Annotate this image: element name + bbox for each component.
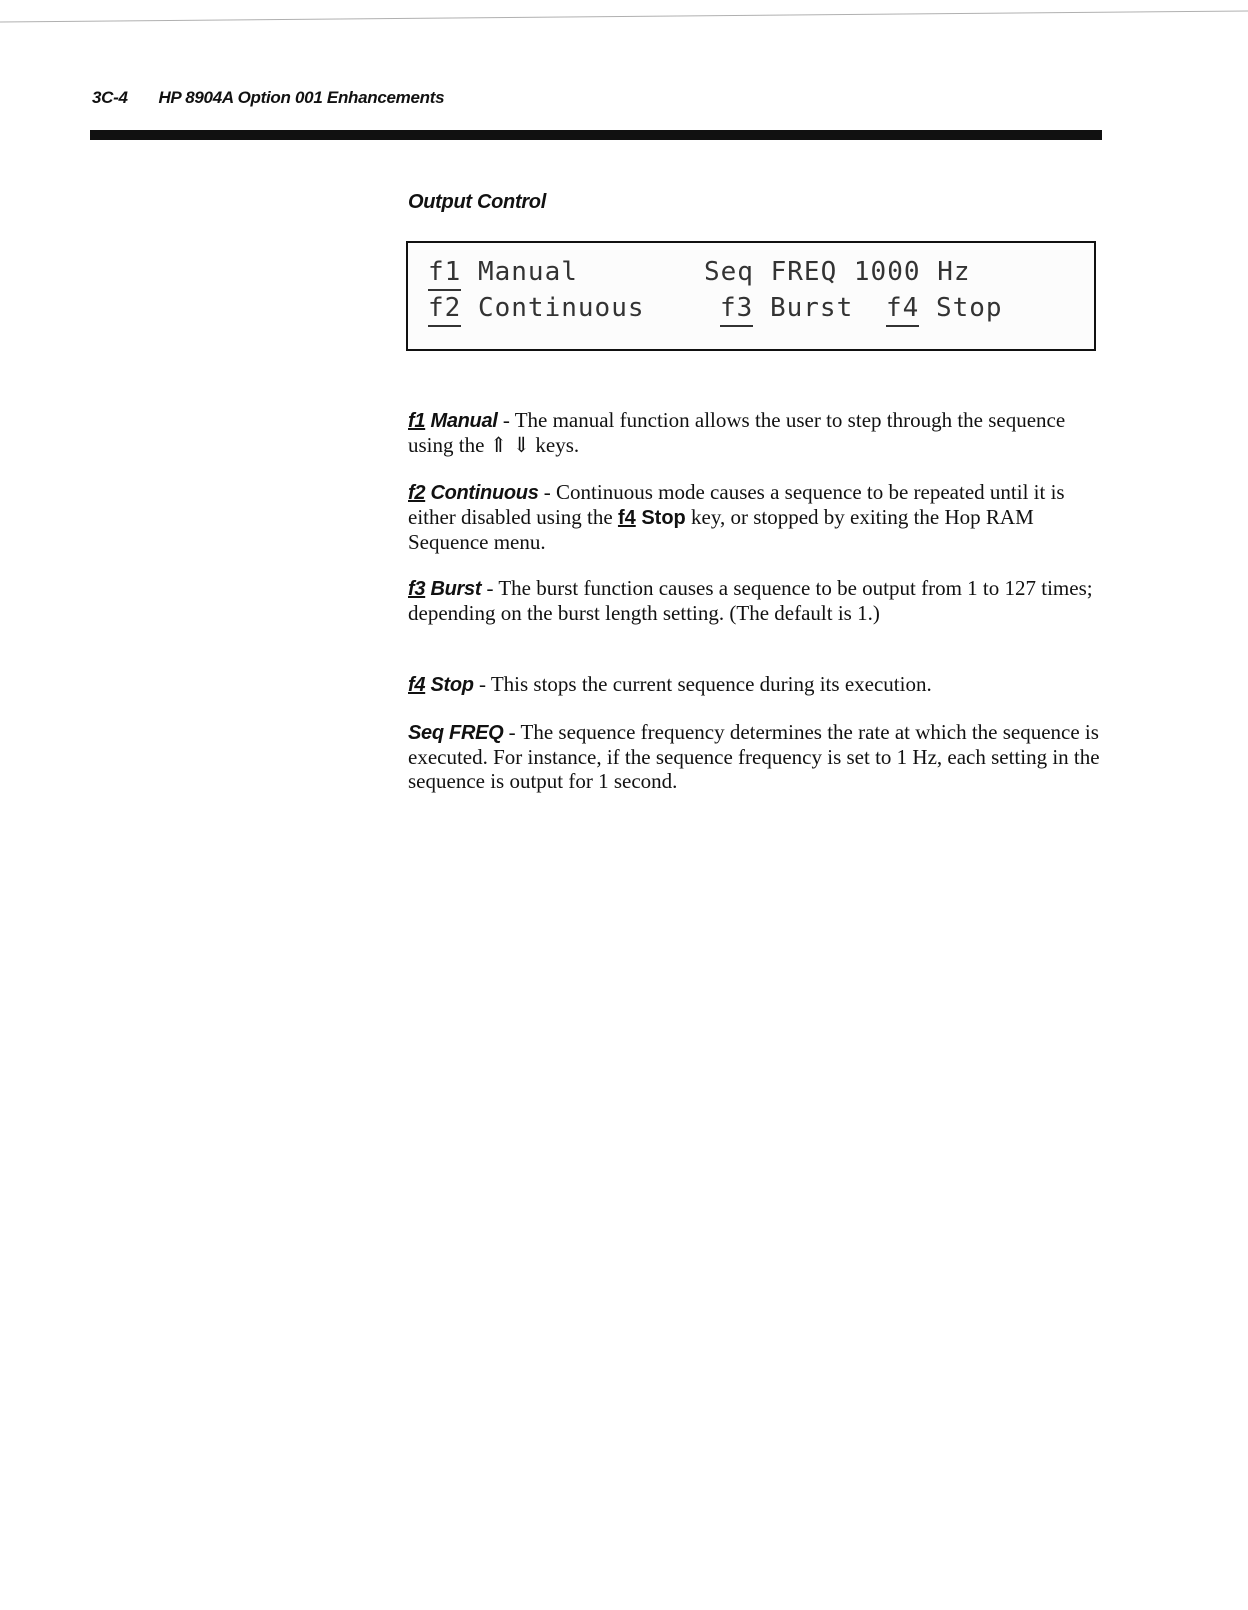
stop-sep: - [473,672,491,696]
burst-term-key: f3 [408,578,426,600]
stop-ref-label: Stop [641,507,686,529]
display-line-1-left [428,257,578,287]
f1-softkey-label: f1 [428,257,461,291]
burst-term [408,578,481,600]
up-down-arrows-icon: ⇑ ⇓ [489,433,531,457]
stop-text: This stops the current sequence during its execution. [490,672,932,696]
stop-ref-key: f4 [617,507,636,529]
f4-softkey-label: f4 [886,293,919,327]
stop-label: Stop [935,293,1003,323]
f3-softkey-label: f3 [720,293,753,327]
seq-freq-term: Seq FREQ [408,722,504,744]
seq-freq-paragraph [408,720,1108,793]
manual-text: The manual function allows the user to step through the sequence using the [408,408,1066,457]
display-line-1-right [704,257,971,287]
stop-term-label: Stop [430,674,474,696]
manual-term [408,410,498,432]
scan-edge-line [0,10,1248,24]
freq-value: 1000 [853,257,921,287]
burst-term-label: Burst [430,578,482,600]
seq-freq-sep: - [503,720,521,744]
continuous-term [408,482,539,504]
manual-label: Manual [477,257,578,287]
burst-sep: - [481,576,499,600]
stop-term-key: f4 [408,674,426,696]
manual-term-key: f1 [408,410,426,432]
manual-term-label: Manual [430,410,498,432]
f2-softkey-label: f2 [428,293,461,327]
display-line-2-mid [720,293,853,323]
continuous-text-end: key, or stopped by exiting the Hop RAM Sequence menu. [408,505,1034,554]
display-line-2-right [886,293,1003,323]
page-number: 3C-4 [92,88,128,107]
stop-paragraph [408,672,1108,697]
manual-paragraph [408,408,1108,457]
instrument-display [406,241,1096,351]
header-title: HP 8904A Option 001 Enhancements [158,88,445,107]
continuous-text: Continuous mode causes a sequence to be repeated until it is either disabled using the [408,480,1065,529]
burst-text: The burst function causes a sequence to be output from 1 to 127 times; depending on the burst length setting. (The default is 1.) [408,576,1093,625]
freq-unit: Hz [937,257,971,287]
seq-label: Seq [704,257,754,287]
continuous-term-key: f2 [408,482,426,504]
burst-paragraph [408,576,1108,625]
section-title: Output Control [408,191,546,213]
continuous-term-label: Continuous [430,482,539,504]
continuous-paragraph [408,480,1108,554]
stop-term [408,674,474,696]
header-rule [90,130,1102,140]
display-line-2-left [428,293,645,323]
burst-label: Burst [769,293,854,323]
seq-freq-text: The sequence frequency determines the rate at which the sequence is executed. For instance, if the sequence frequency is set to 1 Hz, each setting in the sequence is output for 1 second. [408,720,1100,793]
continuous-sep: - [538,480,557,504]
page-header [92,88,444,108]
continuous-label: Continuous [477,293,645,323]
stop-key-reference [618,507,686,529]
manual-text-end: keys. [530,433,580,457]
manual-sep: - [497,408,515,432]
freq-label: FREQ [770,257,838,287]
